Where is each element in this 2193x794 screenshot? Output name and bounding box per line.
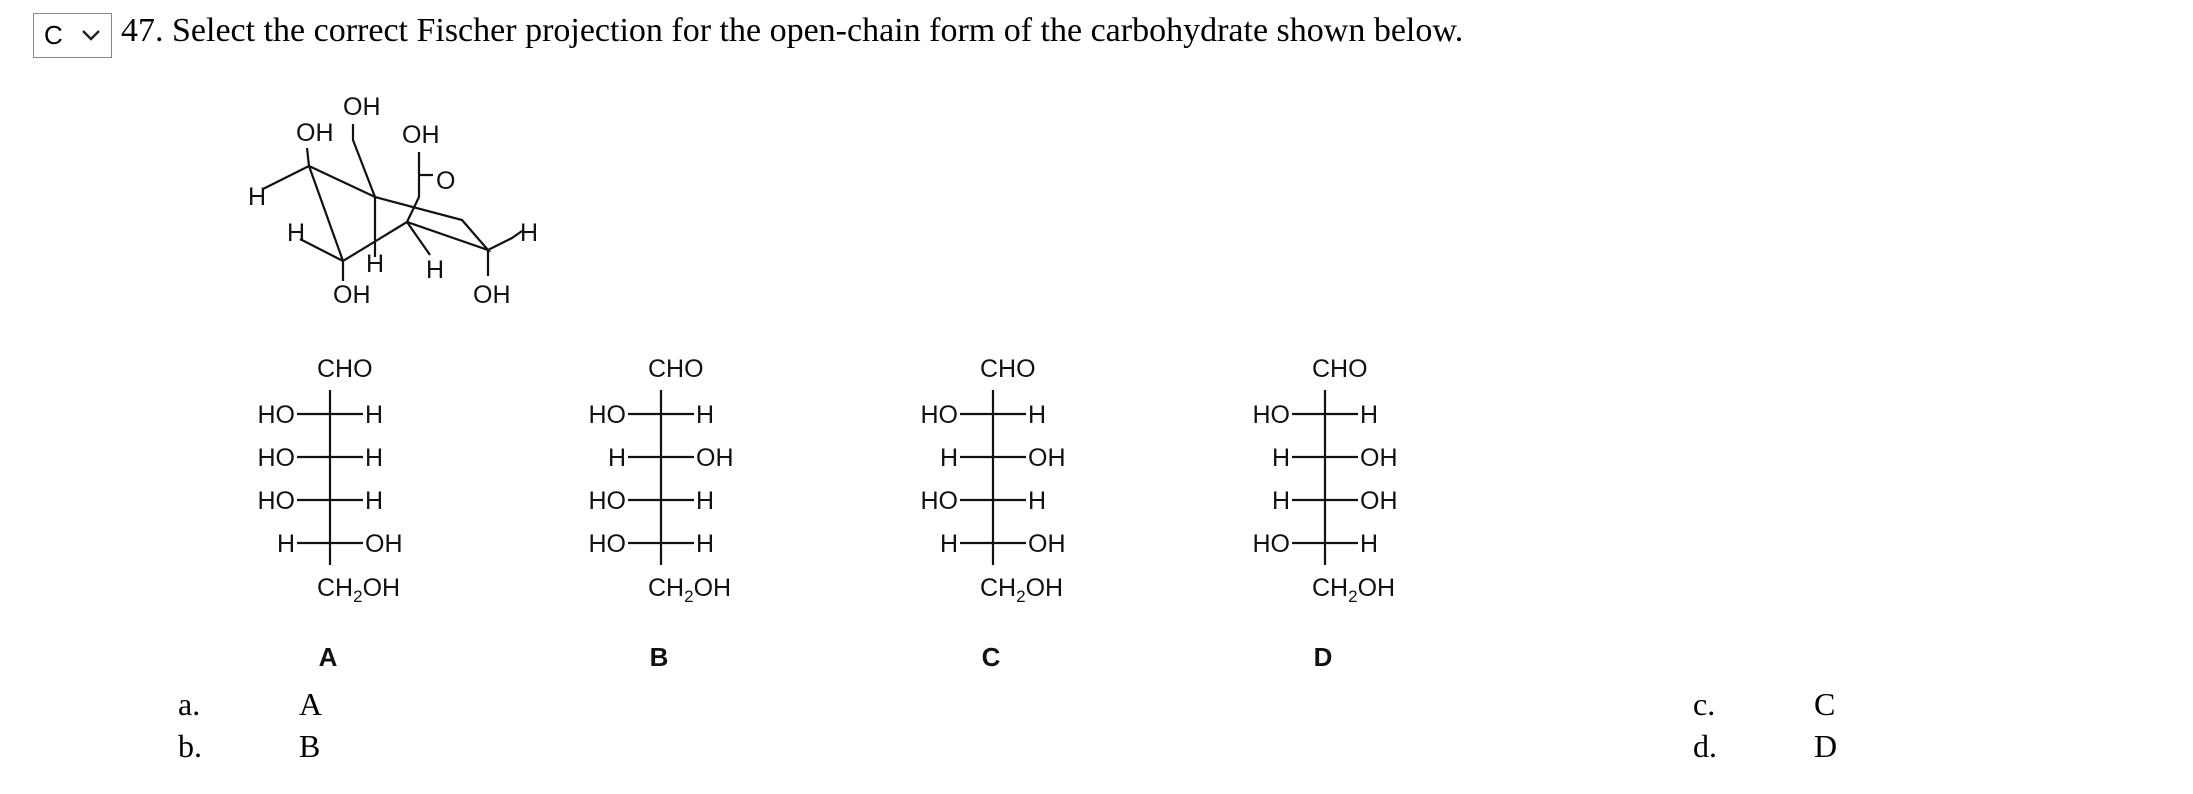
ring-bonds — [263, 124, 522, 281]
fischer-left-substituent: H — [276, 530, 295, 558]
fischer-right-substituent: H — [696, 530, 715, 558]
fischer-caption: D — [1313, 642, 1333, 672]
fischer-left-substituent: HO — [257, 401, 295, 429]
ring-oh-right: OH — [402, 121, 440, 149]
fischer-bottom-group — [1312, 574, 1395, 606]
fischer-right-substituent: H — [696, 401, 715, 429]
ring-oh-bottom-1: OH — [333, 281, 371, 309]
fischer-caption: B — [649, 642, 669, 672]
ring-oxygen: O — [436, 167, 456, 195]
fischer-right-substituent: H — [1028, 487, 1047, 515]
choice-letter: b. — [178, 728, 202, 764]
fischer-right-substituent: H — [365, 444, 384, 472]
fischer-bottom-tail: OH — [693, 574, 732, 602]
fischer-left-substituent: H — [939, 530, 958, 558]
fischer-bottom-group — [317, 574, 400, 606]
ring-h-bottom-2: H — [426, 256, 445, 284]
fischer-bottom-main: CH — [1312, 574, 1349, 602]
choice-text: C — [1814, 686, 1836, 722]
fischer-left-substituent: H — [939, 444, 958, 472]
ring-h-bottom-1: H — [366, 250, 385, 278]
fischer-right-substituent: H — [1360, 530, 1379, 558]
fischer-bottom-main: CH — [317, 574, 354, 602]
ring-oh-left: OH — [296, 119, 334, 147]
fischer-top-group: CHO — [648, 355, 704, 383]
fischer-bottom-tail: OH — [1025, 574, 1064, 602]
fischer-projection-c — [921, 355, 1066, 672]
fischer-left-substituent: HO — [1252, 401, 1290, 429]
fischer-bottom-main: CH — [648, 574, 685, 602]
fischer-left-substituent: HO — [920, 487, 958, 515]
fischer-bottom-subscript: 2 — [1348, 587, 1358, 606]
fischer-bottom-subscript: 2 — [353, 587, 363, 606]
fischer-right-substituent: H — [365, 401, 384, 429]
choice-letter: d. — [1693, 728, 1717, 764]
choice-text: B — [299, 728, 321, 764]
fischer-top-group: CHO — [980, 355, 1036, 383]
ring-oh-top: OH — [343, 93, 381, 121]
fischer-projections — [258, 355, 1398, 672]
ring-h-left-lower: H — [287, 219, 306, 247]
fischer-left-substituent: H — [1271, 487, 1290, 515]
fischer-left-substituent: HO — [588, 487, 626, 515]
fischer-bottom-group — [980, 574, 1063, 606]
choice-text: A — [299, 686, 323, 722]
fischer-right-substituent: OH — [1028, 530, 1066, 558]
fischer-projection-a — [258, 355, 403, 672]
fischer-right-substituent: H — [365, 487, 384, 515]
fischer-right-substituent: OH — [365, 530, 403, 558]
fischer-bottom-group — [648, 574, 731, 606]
fischer-right-substituent: OH — [1360, 444, 1398, 472]
fischer-caption: C — [981, 642, 1001, 672]
fischer-top-group: CHO — [317, 355, 373, 383]
fischer-left-substituent: HO — [1252, 530, 1290, 558]
choice-letter: c. — [1693, 686, 1716, 722]
choice-text: D — [1814, 728, 1838, 764]
question-number: 47. — [121, 12, 164, 49]
fischer-projection-b — [589, 355, 734, 672]
fischer-right-substituent: OH — [1028, 444, 1066, 472]
fischer-bottom-tail: OH — [1357, 574, 1396, 602]
ring-h-left-upper: H — [248, 183, 267, 211]
fischer-left-substituent: HO — [588, 401, 626, 429]
fischer-bottom-subscript: 2 — [1016, 587, 1026, 606]
ring-oh-bottom-2: OH — [473, 281, 511, 309]
choice-letter: a. — [178, 686, 201, 722]
fischer-left-substituent: H — [1271, 444, 1290, 472]
fischer-left-substituent: HO — [257, 444, 295, 472]
fischer-left-substituent: HO — [920, 401, 958, 429]
ring-structure — [248, 93, 538, 309]
fischer-right-substituent: H — [696, 487, 715, 515]
fischer-caption: A — [318, 642, 338, 672]
fischer-right-substituent: H — [1028, 401, 1047, 429]
fischer-right-substituent: OH — [696, 444, 734, 472]
answer-select-value: C — [44, 20, 63, 50]
fischer-left-substituent: HO — [588, 530, 626, 558]
fischer-right-substituent: OH — [1360, 487, 1398, 515]
question-prompt: Select the correct Fischer projection for the open-chain form of the carbohydrate shown below. — [172, 12, 1464, 49]
fischer-projection-d — [1253, 355, 1398, 672]
fischer-left-substituent: H — [607, 444, 626, 472]
fischer-bottom-main: CH — [980, 574, 1017, 602]
fischer-left-substituent: HO — [257, 487, 295, 515]
fischer-bottom-tail: OH — [362, 574, 401, 602]
fischer-right-substituent: H — [1360, 401, 1379, 429]
fischer-top-group: CHO — [1312, 355, 1368, 383]
ring-h-right: H — [520, 219, 539, 247]
fischer-bottom-subscript: 2 — [684, 587, 694, 606]
